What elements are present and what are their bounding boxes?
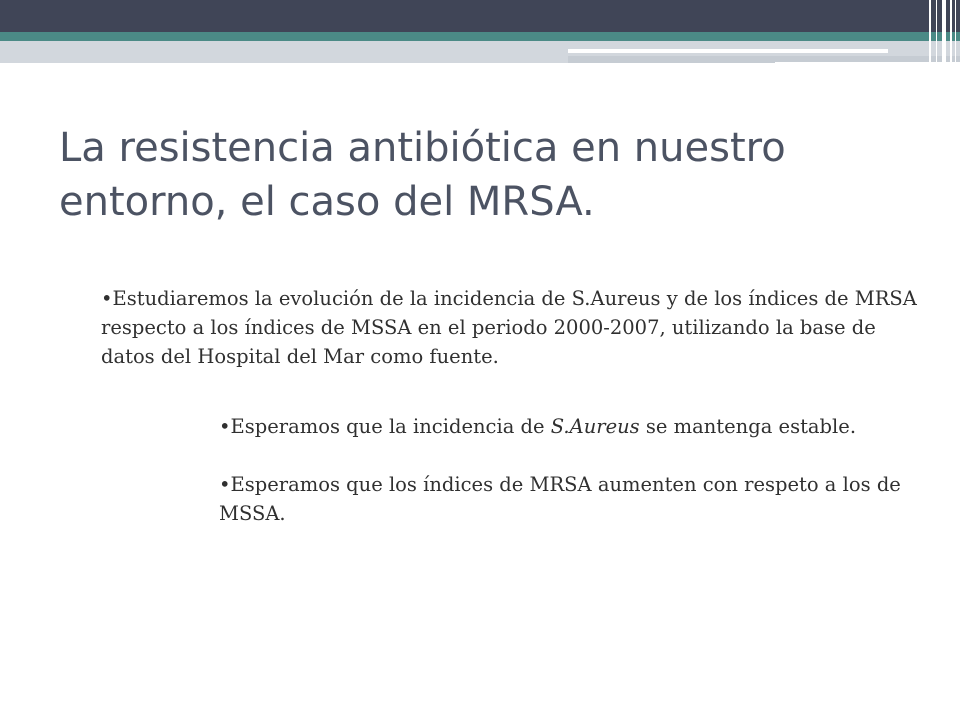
bullet-symbol: • — [101, 287, 113, 310]
paragraph-text: Esperamos que la incidencia de — [230, 415, 551, 438]
teal-accent-band — [0, 32, 960, 41]
top-dark-bar — [0, 0, 960, 32]
decorative-stripe — [775, 62, 960, 66]
bullet-paragraph-mrsa — [219, 470, 919, 528]
paragraph-text: Estudiaremos la evolución de la incidencia de S.Aureus y de los índices de MRSA respecto a los índices de MSSA en el periodo 2000-2007, utilizando la base de datos del Hospital del Mar como fuente. — [101, 287, 917, 368]
bullet-symbol: • — [219, 415, 231, 438]
decorative-vertical-line — [950, 0, 952, 66]
paragraph-text: Esperamos que los índices de MRSA aumenten con respeto a los de MSSA. — [219, 473, 901, 525]
species-name-italic: S.Aureus — [550, 415, 640, 438]
decorative-vertical-line — [955, 0, 956, 66]
decorative-stripe — [568, 49, 888, 53]
decorative-vertical-line — [942, 0, 946, 66]
decorative-vertical-line — [936, 0, 937, 66]
slide-title: La resistencia antibiótica en nuestro entorno, el caso del MRSA. — [59, 125, 786, 225]
bullet-symbol: • — [219, 473, 231, 496]
decorative-vertical-line — [929, 0, 931, 66]
bullet-paragraph-incidence — [219, 412, 919, 441]
paragraph-text: se mantenga estable. — [639, 415, 857, 438]
bullet-paragraph-study — [101, 284, 921, 371]
